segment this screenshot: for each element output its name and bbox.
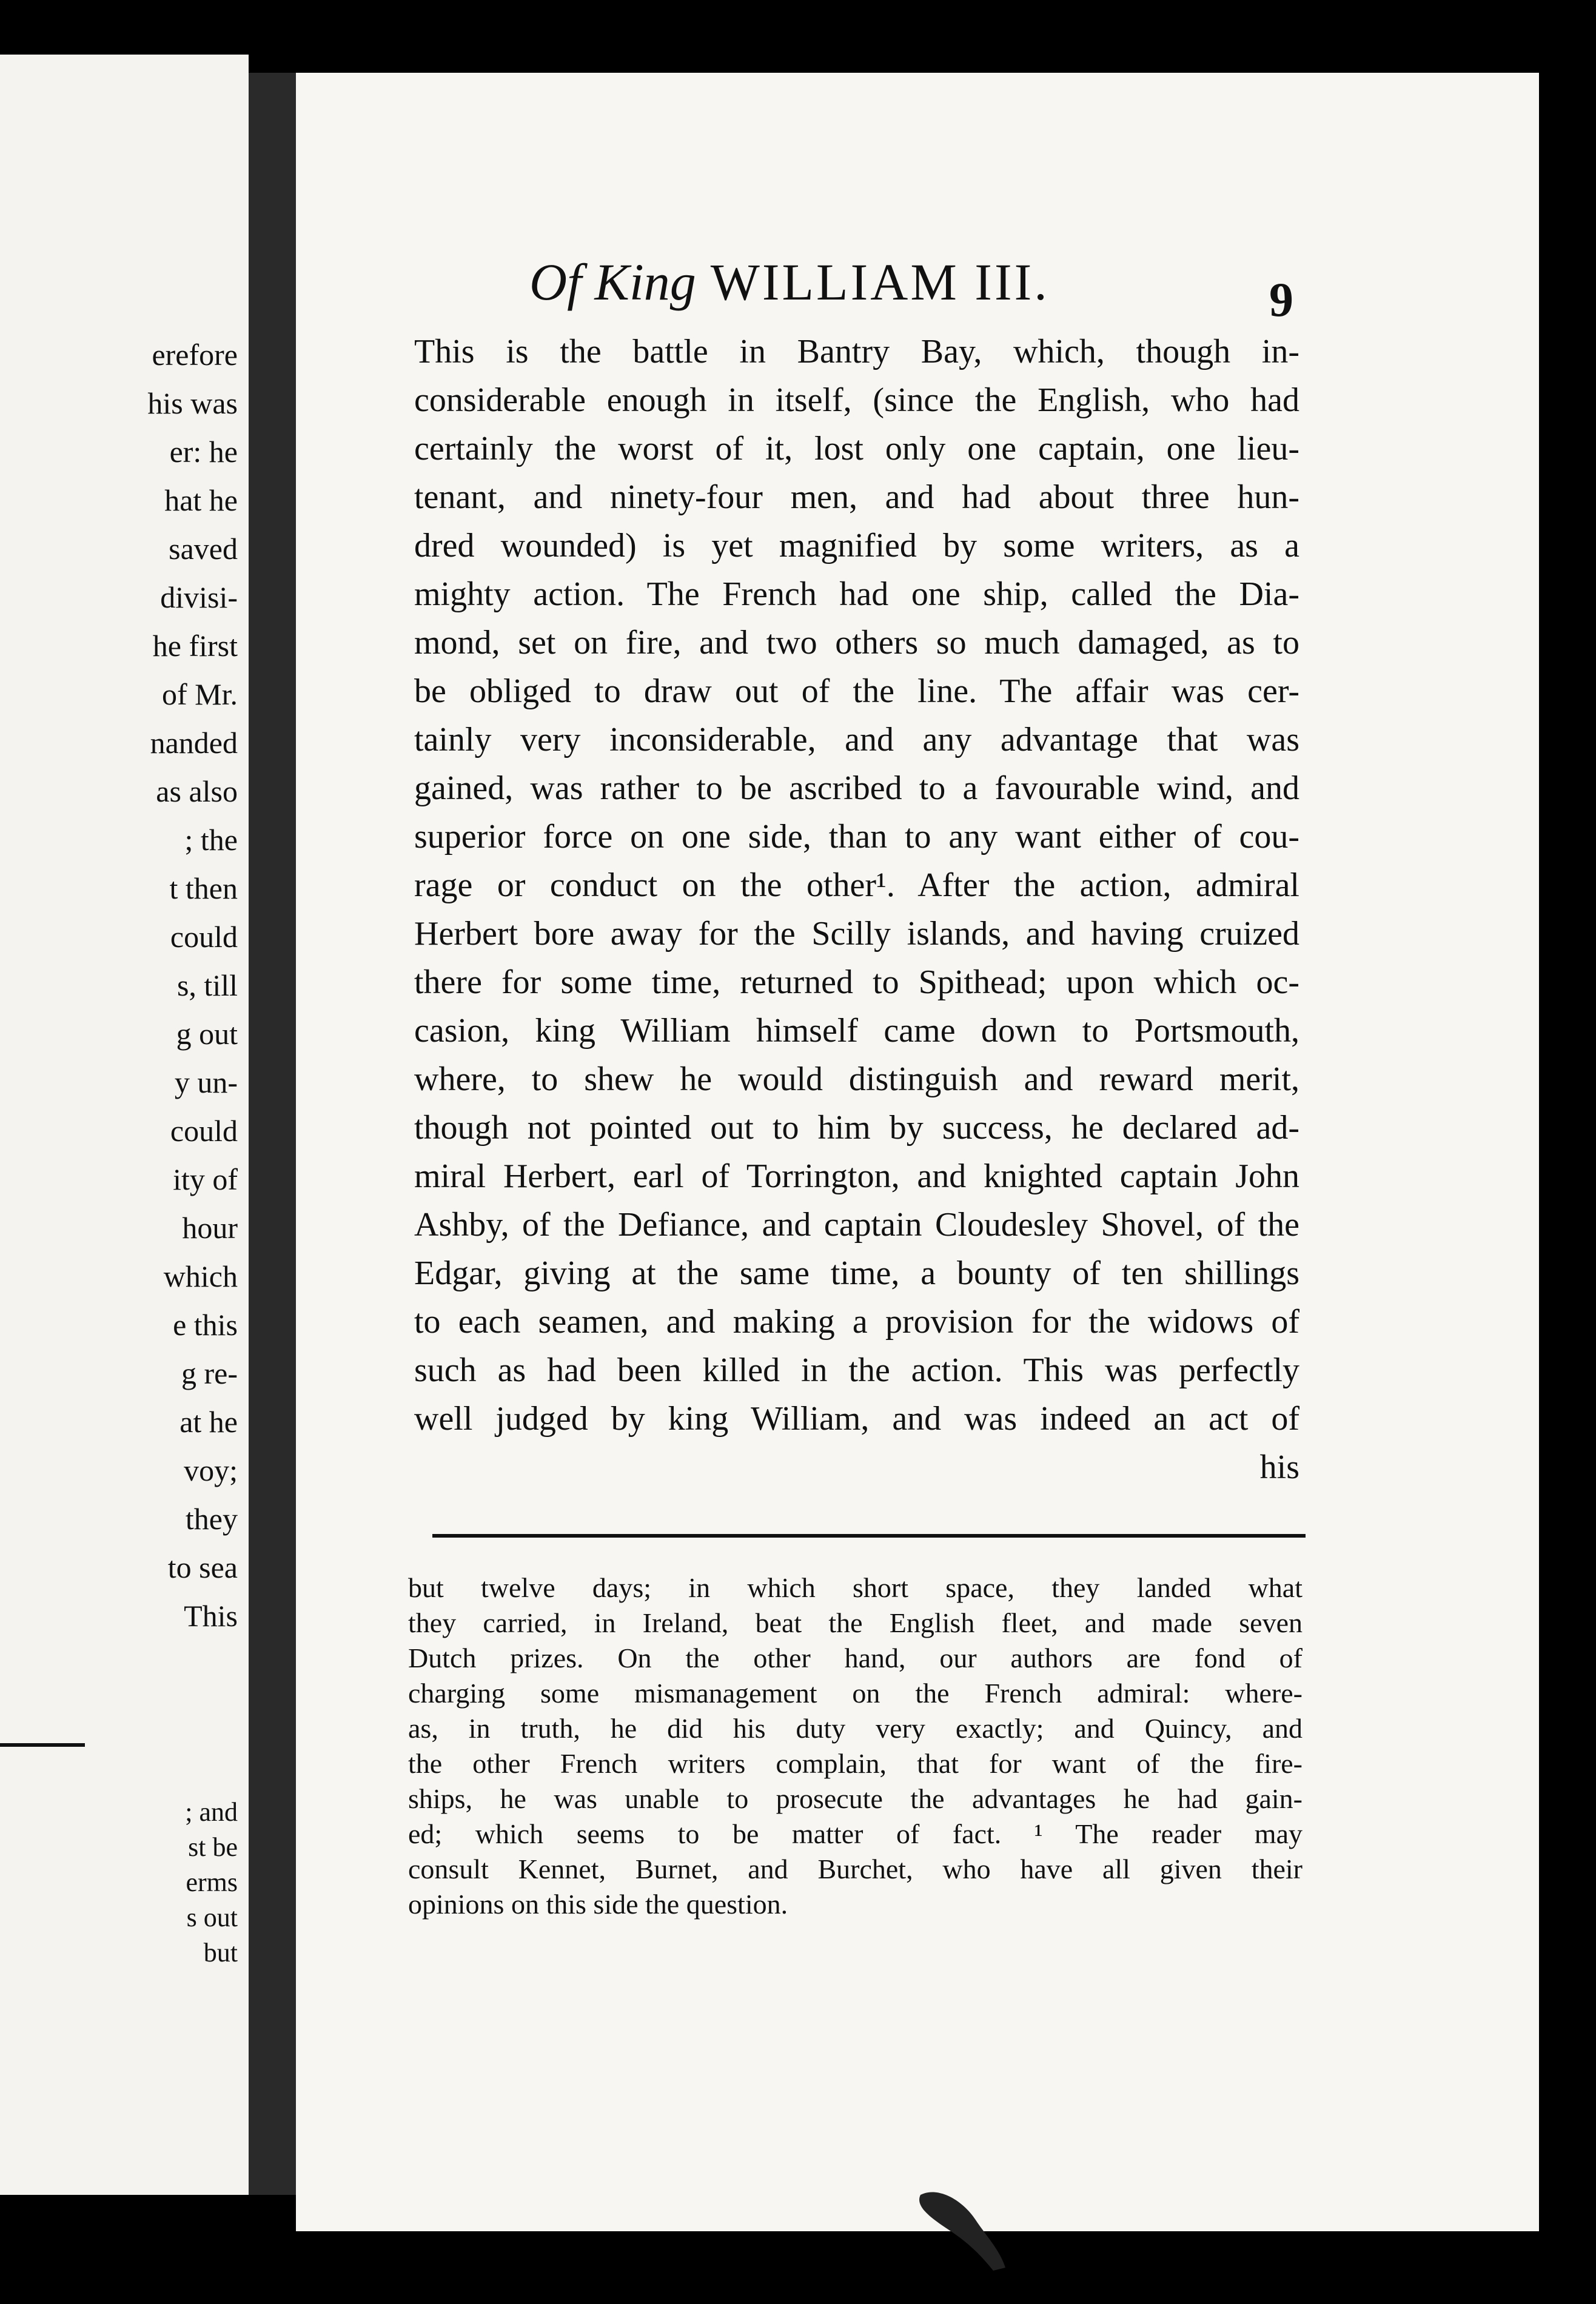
footnote-line: they carried, in Ireland, beat the English fleet, and made seven <box>408 1607 1303 1638</box>
left-footnote-fragment: s out <box>186 1903 238 1932</box>
left-page-fragment <box>0 55 249 2195</box>
left-page-line-fragment: he first <box>152 629 238 663</box>
body-line: tenant, and ninety-four men, and had about three hun- <box>414 478 1299 516</box>
running-header-prefix: Of King <box>529 253 696 311</box>
left-page-line-fragment: his was <box>147 386 238 420</box>
left-page-line-fragment: they <box>185 1502 238 1536</box>
left-page-line-fragment: to sea <box>167 1550 238 1584</box>
body-line: miral Herbert, earl of Torrington, and knighted captain John <box>414 1157 1299 1195</box>
body-line: such as had been killed in the action. This was perfectly <box>414 1351 1299 1389</box>
footnote-line: ed; which seems to be matter of fact. ¹ The reader may <box>408 1818 1303 1849</box>
body-line: certainly the worst of it, lost only one captain, one lieu- <box>414 430 1299 467</box>
left-page-line-fragment: ; the <box>184 823 238 857</box>
left-page-line-fragment: g out <box>176 1017 238 1051</box>
ink-blot-mark <box>908 2183 1011 2274</box>
left-page-line-fragment: voy; <box>184 1453 238 1487</box>
body-line: mighty action. The French had one ship, called the Dia- <box>414 575 1299 613</box>
footnote-text <box>408 1570 1303 1922</box>
left-page-line-fragment: which <box>163 1259 238 1293</box>
body-line: Edgar, giving at the same time, a bounty of ten shillings <box>414 1254 1299 1292</box>
body-line: superior force on one side, than to any want either of cou- <box>414 818 1299 856</box>
left-footnote-rule <box>0 1743 85 1747</box>
body-line: there for some time, returned to Spithead; upon which oc- <box>414 963 1299 1001</box>
left-page-line-fragment: This <box>184 1599 238 1633</box>
left-page-line-fragment: er: he <box>169 435 238 469</box>
left-page-line-fragment: as also <box>156 774 238 808</box>
footnote-line: ships, he was unable to prosecute the advantages he had gain- <box>408 1783 1303 1814</box>
left-page-line-fragment: y un- <box>174 1065 238 1099</box>
left-page-line-fragment: at he <box>179 1405 238 1439</box>
left-page-line-fragment: could <box>170 1114 238 1148</box>
right-page <box>296 73 1539 2231</box>
footnote-line: opinions on this side the question. <box>408 1889 788 1920</box>
body-line: mond, set on fire, and two others so much damaged, as to <box>414 624 1299 661</box>
footnote-rule <box>432 1534 1306 1538</box>
body-text <box>414 327 1299 1492</box>
left-page-line-fragment: nanded <box>150 726 238 760</box>
left-page-line-fragment: ity of <box>173 1162 238 1196</box>
left-footnote-fragment: erms <box>186 1867 238 1897</box>
left-page-line-fragment: saved <box>169 532 238 566</box>
left-page-line-fragment: hour <box>182 1211 238 1245</box>
body-line: dred wounded) is yet magnified by some writers, as a <box>414 527 1299 564</box>
left-footnote-fragment: st be <box>188 1832 238 1862</box>
left-page-line-fragment: could <box>170 920 238 954</box>
body-line: to each seamen, and making a provision for the widows of <box>414 1303 1299 1341</box>
footnote-line: the other French writers complain, that for want of the fire- <box>408 1748 1303 1779</box>
body-line: though not pointed out to him by success, he declared ad- <box>414 1109 1299 1147</box>
left-page-line-fragment: t then <box>169 871 238 905</box>
page-number: 9 <box>1269 273 1293 327</box>
body-line: This is the battle in Bantry Bay, which, though in- <box>414 333 1299 370</box>
body-line: considerable enough in itself, (since the English, who had <box>414 381 1299 419</box>
footnote-line: consult Kennet, Burnet, and Burchet, who have all given their <box>408 1854 1303 1884</box>
footnote-line: Dutch prizes. On the other hand, our authors are fond of <box>408 1643 1303 1673</box>
body-line: casion, king William himself came down to Portsmouth, <box>414 1012 1299 1050</box>
left-page-line-fragment: g re- <box>181 1356 238 1390</box>
book-gutter <box>249 73 297 2195</box>
body-line: well judged by king William, and was indeed an act of <box>414 1400 1299 1438</box>
footnote-line: as, in truth, he did his duty very exactly; and Quincy, and <box>408 1713 1303 1744</box>
footnote-line: charging some mismanagement on the French admiral: where- <box>408 1678 1303 1709</box>
body-line: be obliged to draw out of the line. The affair was cer- <box>414 672 1299 710</box>
left-footnote-fragment: ; and <box>185 1797 238 1827</box>
footnote-line: but twelve days; in which short space, they landed what <box>408 1572 1303 1603</box>
left-page-line-fragment: erefore <box>152 338 238 372</box>
body-line: Herbert bore away for the Scilly islands, and having cruized <box>414 915 1299 953</box>
body-line: tainly very inconsiderable, and any advantage that was <box>414 721 1299 759</box>
catchword: his <box>1259 1448 1299 1486</box>
left-page-line-fragment: e this <box>173 1308 238 1342</box>
body-line: Ashby, of the Defiance, and captain Cloudesley Shovel, of the <box>414 1206 1299 1244</box>
left-footnote-fragment: but <box>203 1938 238 1967</box>
left-page-line-fragment: of Mr. <box>162 677 238 711</box>
body-line: where, to shew he would distinguish and reward merit, <box>414 1060 1299 1098</box>
left-page-line-fragment: divisi- <box>160 580 238 614</box>
left-page-line-fragment: s, till <box>176 968 238 1002</box>
running-header <box>529 252 1050 312</box>
body-line: rage or conduct on the other¹. After the action, admiral <box>414 866 1299 904</box>
body-line: gained, was rather to be ascribed to a favourable wind, and <box>414 769 1299 807</box>
running-header-title: WILLIAM III. <box>710 253 1050 311</box>
left-page-line-fragment: hat he <box>164 483 238 517</box>
